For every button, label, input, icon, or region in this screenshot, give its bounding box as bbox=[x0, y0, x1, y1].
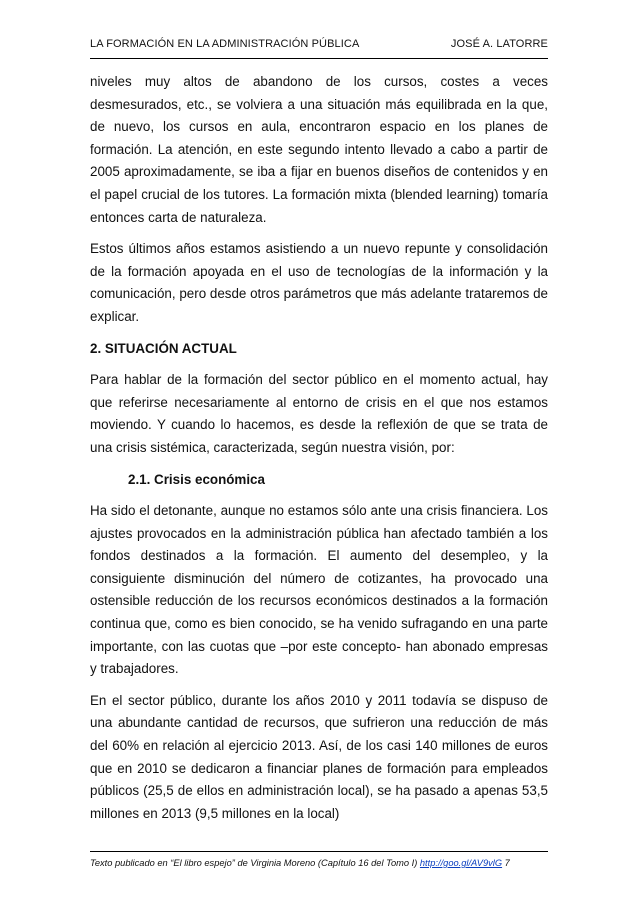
subsection-heading: 2.1. Crisis económica bbox=[128, 471, 265, 487]
header-author: JOSÉ A. LATORRE bbox=[450, 38, 548, 50]
paragraph-2: Estos últimos años estamos asistiendo a un nuevo repunte y consolidación de la formación apoyada en el uso de tecnologías de la información y la comunicación, pero desde otros parámetros que más adelante trataremos de explicar. bbox=[90, 241, 548, 324]
paragraph-4: Ha sido el detonante, aunque no estamos sólo ante una crisis financiera. Los ajustes provocados en la administración pública han afectado también a los fondos destinados a la formación. El aumento del desempleo, y la consiguiente disminución del número de cotizantes, ha provocado una ostensible reducción de los recursos económicos destinados a la formación continua que, como es bien conocido, se ha venido sufragando en una parte importante, con las cuotas que –por este concepto- han abonado empresas y trabajadores. bbox=[90, 503, 548, 677]
footer-citation: Texto publicado en “El libro espejo” de Virginia Moreno (Capítulo 16 del Tomo I) bbox=[90, 858, 420, 868]
footer-divider bbox=[90, 851, 548, 852]
section-heading: 2. SITUACIÓN ACTUAL bbox=[90, 340, 237, 356]
paragraph-3: Para hablar de la formación del sector público en el momento actual, hay que referirse necesariamente al entorno de crisis en el que nos estamos moviendo. Y cuando lo hacemos, es desde la reflexión de que se trata de una crisis sistémica, caracterizada, según nuestra visión, por: bbox=[90, 372, 548, 455]
paragraph-5: En el sector público, durante los años 2010 y 2011 todavía se dispuso de una abundante cantidad de recursos, que sufrieron una reducción de más del 60% en relación al ejercicio 2013. Así, de los casi 140 millones de euros que en 2010 se dedicaron a financiar planes de formación para empleados públicos (25,5 de ellos en administración local), se ha pasado a apenas 53,5 millones en 2013 (9,5 millones en la local) bbox=[90, 692, 548, 821]
running-header bbox=[90, 38, 548, 54]
page-body bbox=[90, 71, 548, 834]
footer-link[interactable]: http://goo.gl/AV9vlG bbox=[419, 858, 503, 868]
header-title: LA FORMACIÓN EN LA ADMINISTRACIÓN PÚBLICA bbox=[90, 38, 360, 50]
paragraph-1: niveles muy altos de abandono de los cursos, costes a veces desmesurados, etc., se volviera a una situación más equilibrada en la que, de nuevo, los cursos en aula, encontraron espacio en los planes de formación. La atención, en este segundo intento llevado a cabo a partir de 2005 aproximadamente, se iba a fijar en buenos diseños de contenidos y en el papel crucial de los tutores. La formación mixta (blended learning) tomaría entonces carta de naturaleza. bbox=[90, 74, 548, 225]
page-footer bbox=[90, 858, 560, 868]
header-divider bbox=[90, 58, 548, 59]
page-number: 7 bbox=[502, 858, 510, 868]
